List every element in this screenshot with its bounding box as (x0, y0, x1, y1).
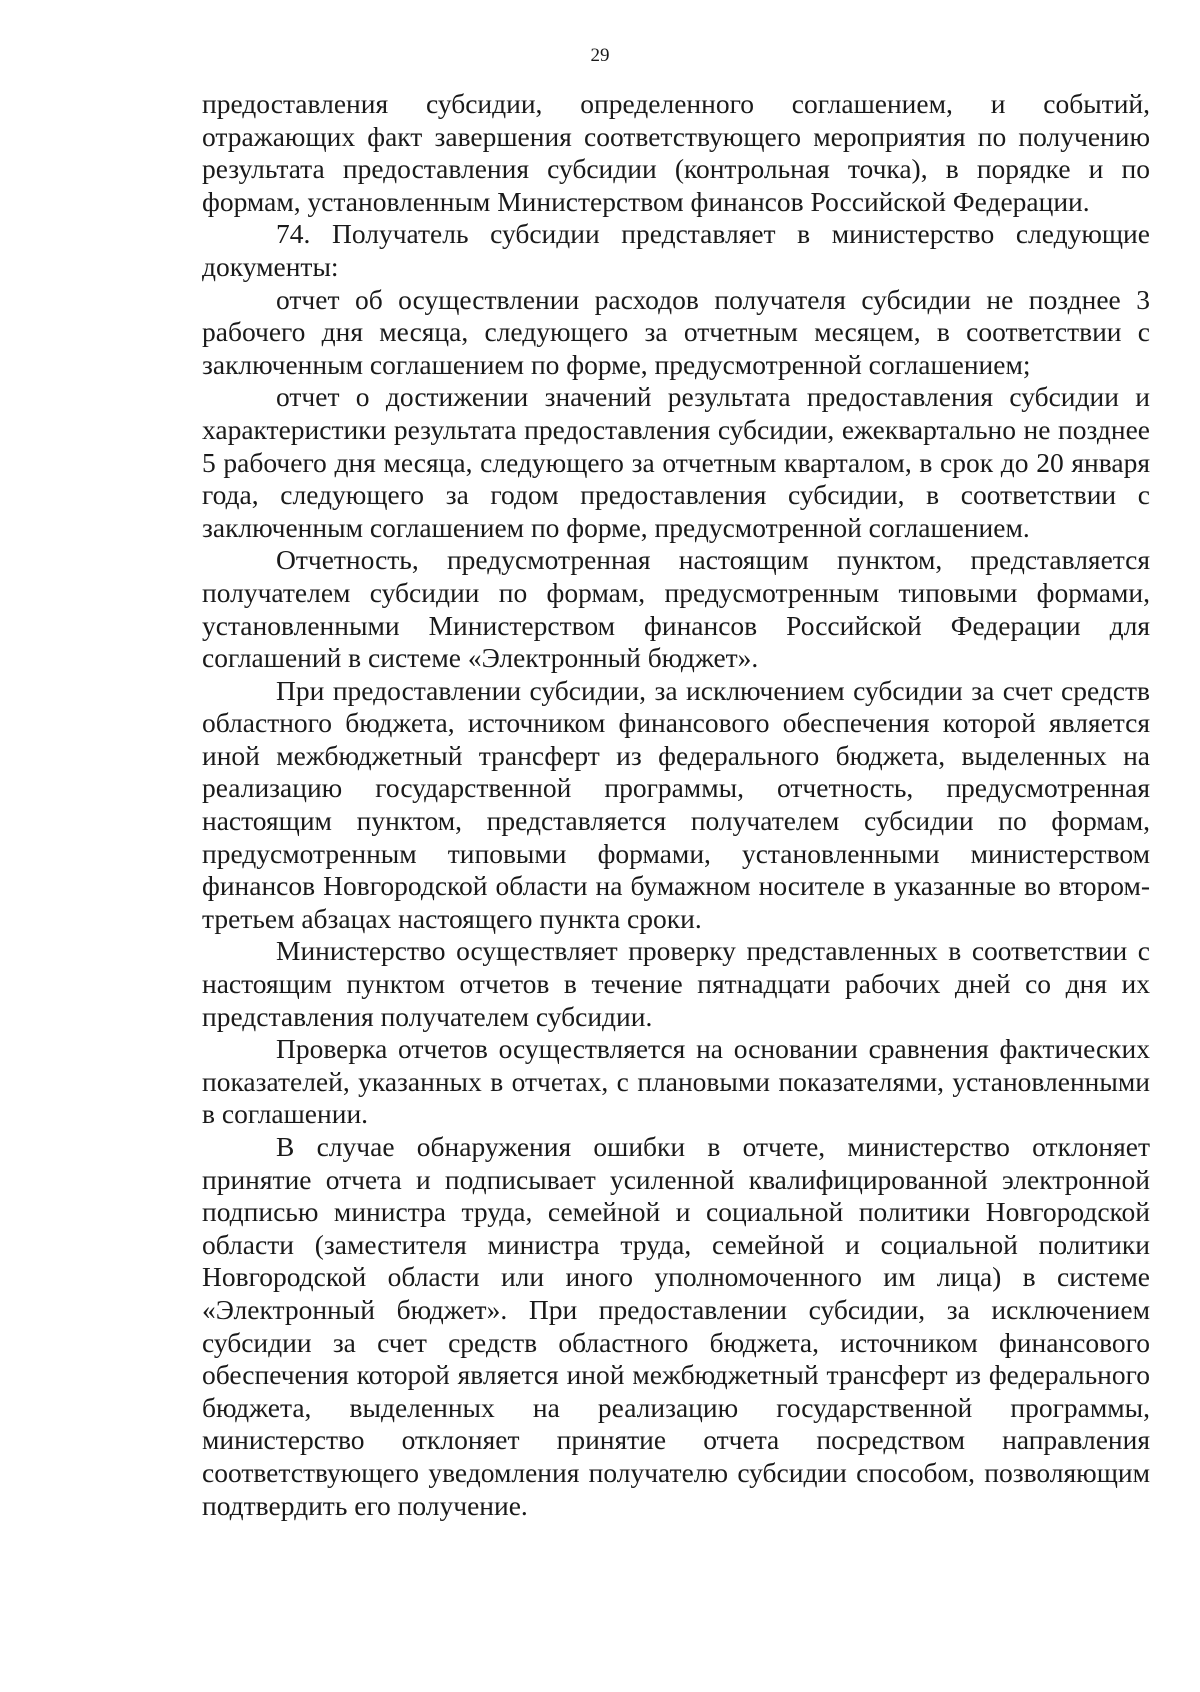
page-number: 29 (590, 45, 610, 66)
paragraph-error-rejection: В случае обнаружения ошибки в отчете, министерство отклоняет принятие отчета и подписывает усиленной квалифицированной электронной подписью министра труда, семейной и социальной политики Новгородской области (заместителя министра труда, семейной и социальной политики Новгородской области или иного уполномоченного им лица) в системе «Электронный бюджет». При предоставлении субсидии, за исключением субсидии за счет средств областного бюджета, источником финансового обеспечения которой является иной межбюджетный трансферт из федерального бюджета, выделенных на реализацию государственной программы, министерство отклоняет принятие отчета посредством направления соответствующего уведомления получателю субсидии способом, позволяющим подтвердить его получение. (202, 1131, 1150, 1521)
paragraph-check-basis: Проверка отчетов осуществляется на основании сравнения фактических показателей, указанных в отчетах, с плановыми показателями, установленными в соглашении. (202, 1033, 1150, 1130)
paragraph-expense-report: отчет об осуществлении расходов получателя субсидии не позднее 3 рабочего дня месяца, следующего за отчетным месяцем, в соответствии с заключенным соглашением по форме, предусмотренной соглашением; (202, 283, 1150, 380)
paragraph-report-check: Министерство осуществляет проверку представленных в соответствии с настоящим пунктом отчетов в течение пятнадцати рабочих дней со дня их представления получателем субсидии. (202, 935, 1150, 1032)
paragraph-item-74: 74. Получатель субсидии представляет в министерство следующие документы: (202, 218, 1150, 282)
paragraph-reporting-forms: Отчетность, предусмотренная настоящим пунктом, представляется получателем субсидии по формам, предусмотренным типовыми формами, установленными Министерством финансов Российской Федерации для соглашений в системе «Электронный бюджет». (202, 544, 1150, 674)
paragraph-continuation: предоставления субсидии, определенного соглашением, и событий, отражающих факт завершения соответствующего мероприятия по получению результата предоставления субсидии (контрольная точка), в порядке и по формам, установленным Министерством финансов Российской Федерации. (202, 88, 1150, 217)
document-body (202, 88, 1150, 1522)
paragraph-results-report: отчет о достижении значений результата предоставления субсидии и характеристики результата предоставления субсидии, ежеквартально не позднее 5 рабочего дня месяца, следующего за отчетным кварталом, в срок до 20 января года, следующего за годом предоставления субсидии, в соответствии с заключенным соглашением по форме, предусмотренной соглашением. (202, 381, 1150, 543)
paragraph-paper-reporting: При предоставлении субсидии, за исключением субсидии за счет средств областного бюджета, источником финансового обеспечения которой является иной межбюджетный трансферт из федерального бюджета, выделенных на реализацию государственной программы, отчетность, предусмотренная настоящим пунктом, представляется получателем субсидии по формам, предусмотренным типовыми формами, установленными министерством финансов Новгородской области на бумажном носителе в указанные во втором-третьем абзацах настоящего пункта сроки. (202, 674, 1150, 934)
